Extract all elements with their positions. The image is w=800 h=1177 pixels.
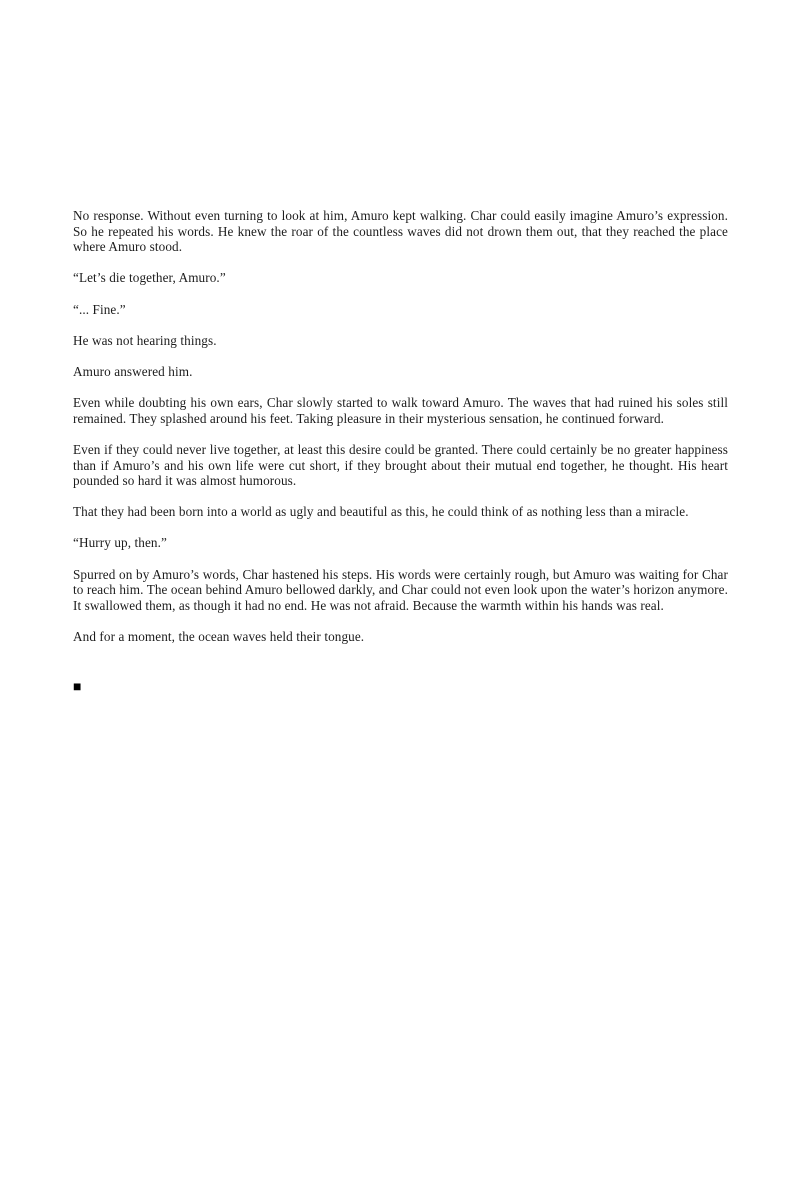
paragraph: Spurred on by Amuro’s words, Char hastened his steps. His words were certainly rough, but Amuro was waiting for Char to reach him. The ocean behind Amuro bellowed darkly, and Char could not even look upon the water’s horizon anymore. It swallowed them, as though it had no end. He was not afraid. Because the warmth within his hands was real. bbox=[73, 566, 728, 613]
paragraph: That they had been born into a world as ugly and beautiful as this, he could think of as nothing less than a miracle. bbox=[73, 504, 689, 520]
paragraph: Even while doubting his own ears, Char slowly started to walk toward Amuro. The waves that had ruined his soles still remained. They splashed around his feet. Taking pleasure in their mysterious sensation, he continued forward. bbox=[73, 395, 728, 426]
paragraph: Even if they could never live together, at least this desire could be granted. There could certainly be no greater happiness than if Amuro’s and his own life were cut short, if they brought about their mutual end together, he thought. His heart pounded so hard it was almost humorous. bbox=[73, 441, 728, 489]
paragraph: No response. Without even turning to look at him, Amuro kept walking. Char could easily imagine Amuro’s expression. So he repeated his words. He knew the roar of the countless waves did not drown them out, that they reached the place where Amuro stood. bbox=[73, 208, 728, 255]
paragraph: Amuro answered him. bbox=[73, 363, 193, 379]
paragraph: He was not hearing things. bbox=[73, 332, 217, 348]
paragraph-dialogue: “Hurry up, then.” bbox=[73, 535, 167, 551]
paragraph: And for a moment, the ocean waves held their tongue. bbox=[73, 629, 365, 645]
document-page bbox=[73, 208, 728, 695]
paragraph-dialogue: “Let’s die together, Amuro.” bbox=[73, 270, 226, 286]
end-of-text-marker: ■ bbox=[73, 679, 82, 695]
paragraph-dialogue: “... Fine.” bbox=[73, 301, 126, 317]
